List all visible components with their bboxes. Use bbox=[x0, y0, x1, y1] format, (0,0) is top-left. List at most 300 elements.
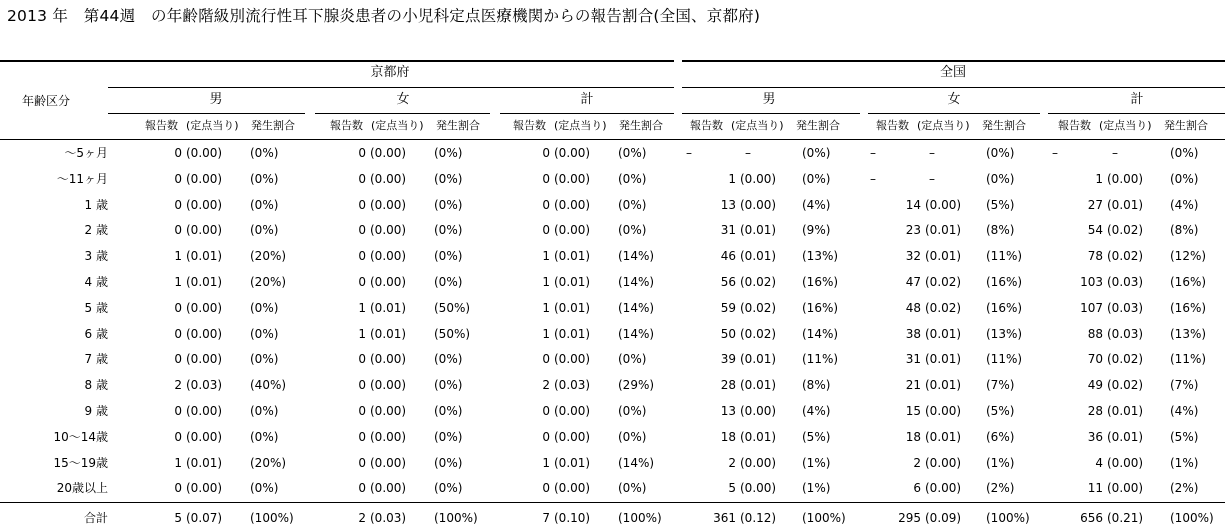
cell-ratio: (0%) bbox=[618, 172, 647, 186]
cell-ratio: (0%) bbox=[250, 404, 279, 418]
cell-count: 0 bbox=[174, 223, 182, 237]
cell-count: 2 bbox=[728, 456, 736, 470]
cell-count: 0 bbox=[542, 404, 550, 418]
cell-per-point: – bbox=[929, 146, 935, 160]
cell-per-point: (0.01) bbox=[554, 327, 591, 341]
cell-ratio: (16%) bbox=[986, 275, 1023, 289]
cell-ratio: (11%) bbox=[802, 352, 839, 366]
cell-per-point: (0.00) bbox=[554, 223, 591, 237]
cell-per-point: (0.01) bbox=[554, 301, 591, 315]
cell-ratio: (11%) bbox=[986, 352, 1023, 366]
cell-ratio: (0%) bbox=[986, 146, 1015, 160]
cell-ratio: (0%) bbox=[250, 327, 279, 341]
cell-count: – bbox=[870, 146, 876, 160]
cell-count: 59 bbox=[720, 301, 736, 315]
cell-per-point: (0.01) bbox=[740, 249, 777, 263]
cell-count: 0 bbox=[174, 481, 182, 495]
cell-per-point: (0.00) bbox=[370, 223, 407, 237]
cell-per-point: (0.10) bbox=[554, 511, 591, 525]
cell-ratio: (5%) bbox=[802, 430, 831, 444]
cell-per-point: – bbox=[1112, 146, 1118, 160]
cell-ratio: (8%) bbox=[802, 378, 831, 392]
cell-count: 0 bbox=[174, 430, 182, 444]
cell-per-point: (0.00) bbox=[740, 198, 777, 212]
cell-count: 1 bbox=[174, 456, 182, 470]
cell-count: 88 bbox=[1087, 327, 1103, 341]
cell-per-point: (0.01) bbox=[370, 301, 407, 315]
cell-per-point: (0.00) bbox=[370, 146, 407, 160]
cell-count: 27 bbox=[1087, 198, 1103, 212]
region-divider bbox=[682, 87, 1225, 88]
cell-ratio: (0%) bbox=[618, 404, 647, 418]
subheader-per-point: (定点当り) bbox=[371, 119, 424, 132]
cell-ratio: (16%) bbox=[802, 275, 839, 289]
sex-divider bbox=[868, 113, 1040, 114]
row-age-label: 15～19歳 bbox=[53, 456, 108, 470]
cell-count: 0 bbox=[358, 481, 366, 495]
cell-per-point: (0.02) bbox=[1107, 378, 1144, 392]
cell-per-point: (0.00) bbox=[370, 481, 407, 495]
cell-ratio: (0%) bbox=[250, 352, 279, 366]
cell-count: 18 bbox=[720, 430, 736, 444]
cell-per-point: (0.01) bbox=[1107, 198, 1144, 212]
cell-per-point: (0.01) bbox=[1107, 430, 1144, 444]
cell-count: 54 bbox=[1087, 223, 1103, 237]
cell-per-point: (0.07) bbox=[186, 511, 223, 525]
cell-ratio: (0%) bbox=[618, 481, 647, 495]
cell-count: 0 bbox=[358, 378, 366, 392]
cell-count: 103 bbox=[1080, 275, 1103, 289]
cell-count: – bbox=[1052, 146, 1058, 160]
cell-ratio: (1%) bbox=[1170, 456, 1199, 470]
cell-per-point: (0.01) bbox=[925, 249, 962, 263]
cell-count: 0 bbox=[542, 223, 550, 237]
cell-count: 0 bbox=[542, 352, 550, 366]
cell-count: 0 bbox=[174, 404, 182, 418]
cell-per-point: (0.02) bbox=[740, 301, 777, 315]
region-header: 京都府 bbox=[370, 65, 410, 80]
cell-per-point: (0.02) bbox=[1107, 223, 1144, 237]
sex-divider bbox=[500, 113, 674, 114]
cell-per-point: (0.00) bbox=[740, 404, 777, 418]
cell-count: 13 bbox=[720, 404, 736, 418]
cell-count: 0 bbox=[358, 249, 366, 263]
cell-per-point: (0.02) bbox=[925, 275, 962, 289]
cell-ratio: (0%) bbox=[434, 430, 463, 444]
cell-count: 2 bbox=[542, 378, 550, 392]
cell-ratio: (8%) bbox=[986, 223, 1015, 237]
cell-ratio: (0%) bbox=[250, 223, 279, 237]
cell-ratio: (4%) bbox=[1170, 404, 1199, 418]
cell-ratio: (2%) bbox=[986, 481, 1015, 495]
row-age-label: 合計 bbox=[83, 511, 108, 525]
cell-count: 0 bbox=[174, 198, 182, 212]
cell-per-point: (0.00) bbox=[186, 172, 223, 186]
cell-ratio: (9%) bbox=[802, 223, 831, 237]
cell-per-point: (0.01) bbox=[186, 456, 223, 470]
cell-count: 0 bbox=[174, 327, 182, 341]
sex-header: 男 bbox=[762, 92, 776, 107]
cell-ratio: (2%) bbox=[1170, 481, 1199, 495]
cell-count: 2 bbox=[913, 456, 921, 470]
cell-ratio: (12%) bbox=[1170, 249, 1207, 263]
cell-ratio: (0%) bbox=[618, 430, 647, 444]
cell-per-point: (0.00) bbox=[370, 172, 407, 186]
cell-count: 70 bbox=[1087, 352, 1103, 366]
cell-count: 18 bbox=[905, 430, 921, 444]
cell-count: 0 bbox=[174, 352, 182, 366]
cell-ratio: (14%) bbox=[618, 249, 655, 263]
sex-header: 女 bbox=[396, 92, 410, 107]
cell-per-point: (0.09) bbox=[925, 511, 962, 525]
cell-ratio: (1%) bbox=[986, 456, 1015, 470]
cell-ratio: (13%) bbox=[986, 327, 1023, 341]
sex-header: 計 bbox=[1130, 92, 1144, 107]
cell-per-point: (0.00) bbox=[186, 198, 223, 212]
cell-ratio: (0%) bbox=[434, 198, 463, 212]
row-age-label: 7 歳 bbox=[84, 352, 108, 366]
cell-ratio: (0%) bbox=[618, 352, 647, 366]
subheader-ratio: 発生割合 bbox=[796, 119, 840, 132]
table-top-rule bbox=[682, 60, 1225, 62]
sex-divider bbox=[108, 113, 305, 114]
row-age-label: 10～14歳 bbox=[53, 430, 108, 444]
cell-count: 0 bbox=[542, 146, 550, 160]
cell-per-point: (0.01) bbox=[554, 275, 591, 289]
cell-count: 2 bbox=[174, 378, 182, 392]
cell-count: 0 bbox=[358, 172, 366, 186]
subheader-per-point: (定点当り) bbox=[554, 119, 607, 132]
cell-ratio: (0%) bbox=[250, 172, 279, 186]
cell-ratio: (0%) bbox=[618, 198, 647, 212]
cell-per-point: (0.12) bbox=[740, 511, 777, 525]
header-bottom-rule bbox=[0, 139, 1225, 140]
cell-ratio: (11%) bbox=[986, 249, 1023, 263]
row-age-label: 2 歳 bbox=[84, 223, 108, 237]
cell-per-point: (0.00) bbox=[925, 481, 962, 495]
cell-ratio: (100%) bbox=[434, 511, 478, 525]
row-age-label: 4 歳 bbox=[84, 275, 108, 289]
cell-per-point: (0.03) bbox=[1107, 301, 1144, 315]
cell-count: 1 bbox=[542, 249, 550, 263]
cell-ratio: (0%) bbox=[250, 198, 279, 212]
row-age-label: 8 歳 bbox=[84, 378, 108, 392]
sex-divider bbox=[315, 113, 490, 114]
cell-per-point: (0.21) bbox=[1107, 511, 1144, 525]
cell-ratio: (20%) bbox=[250, 275, 287, 289]
cell-count: 361 bbox=[713, 511, 736, 525]
cell-ratio: (50%) bbox=[434, 301, 471, 315]
cell-ratio: (5%) bbox=[986, 404, 1015, 418]
cell-per-point: (0.01) bbox=[186, 275, 223, 289]
cell-per-point: (0.00) bbox=[186, 430, 223, 444]
cell-ratio: (0%) bbox=[434, 404, 463, 418]
cell-per-point: (0.01) bbox=[740, 430, 777, 444]
cell-per-point: (0.00) bbox=[554, 481, 591, 495]
cell-ratio: (0%) bbox=[250, 301, 279, 315]
cell-count: 0 bbox=[358, 352, 366, 366]
subheader-count: 報告数 bbox=[330, 119, 363, 132]
subheader-ratio: 発生割合 bbox=[1164, 119, 1208, 132]
cell-count: 7 bbox=[542, 511, 550, 525]
row-age-label: ～5ヶ月 bbox=[64, 146, 108, 160]
cell-ratio: (14%) bbox=[802, 327, 839, 341]
cell-count: – bbox=[870, 172, 876, 186]
cell-ratio: (0%) bbox=[986, 172, 1015, 186]
cell-count: 36 bbox=[1087, 430, 1103, 444]
cell-count: 23 bbox=[905, 223, 921, 237]
cell-count: 50 bbox=[720, 327, 736, 341]
cell-per-point: (0.03) bbox=[1107, 275, 1144, 289]
cell-per-point: (0.02) bbox=[1107, 352, 1144, 366]
cell-count: 2 bbox=[358, 511, 366, 525]
cell-ratio: (0%) bbox=[250, 146, 279, 160]
cell-ratio: (5%) bbox=[986, 198, 1015, 212]
subheader-per-point: (定点当り) bbox=[186, 119, 239, 132]
cell-per-point: (0.00) bbox=[925, 456, 962, 470]
cell-count: 0 bbox=[542, 172, 550, 186]
cell-per-point: (0.01) bbox=[740, 378, 777, 392]
cell-ratio: (16%) bbox=[802, 301, 839, 315]
cell-per-point: (0.00) bbox=[370, 430, 407, 444]
cell-count: 1 bbox=[358, 301, 366, 315]
cell-per-point: (0.00) bbox=[554, 146, 591, 160]
cell-per-point: (0.01) bbox=[186, 249, 223, 263]
cell-per-point: (0.00) bbox=[554, 430, 591, 444]
cell-count: 6 bbox=[913, 481, 921, 495]
cell-count: – bbox=[686, 146, 692, 160]
cell-ratio: (14%) bbox=[618, 275, 655, 289]
cell-ratio: (14%) bbox=[618, 456, 655, 470]
cell-count: 56 bbox=[720, 275, 736, 289]
region-divider bbox=[108, 87, 674, 88]
cell-ratio: (11%) bbox=[1170, 352, 1207, 366]
cell-ratio: (14%) bbox=[618, 301, 655, 315]
table-top-rule bbox=[0, 60, 674, 62]
cell-ratio: (16%) bbox=[986, 301, 1023, 315]
cell-per-point: (0.01) bbox=[554, 249, 591, 263]
cell-count: 1 bbox=[542, 275, 550, 289]
cell-per-point: (0.00) bbox=[1107, 481, 1144, 495]
cell-ratio: (0%) bbox=[618, 223, 647, 237]
cell-per-point: (0.01) bbox=[740, 352, 777, 366]
subheader-count: 報告数 bbox=[690, 119, 723, 132]
cell-per-point: (0.00) bbox=[1107, 456, 1144, 470]
cell-ratio: (100%) bbox=[986, 511, 1030, 525]
cell-per-point: (0.02) bbox=[925, 301, 962, 315]
sex-header: 計 bbox=[580, 92, 594, 107]
row-age-label: ～11ヶ月 bbox=[56, 172, 108, 186]
cell-per-point: (0.00) bbox=[740, 172, 777, 186]
row-age-label: 3 歳 bbox=[84, 249, 108, 263]
cell-per-point: – bbox=[929, 172, 935, 186]
cell-count: 39 bbox=[720, 352, 736, 366]
cell-count: 1 bbox=[542, 456, 550, 470]
cell-ratio: (7%) bbox=[1170, 378, 1199, 392]
cell-ratio: (100%) bbox=[1170, 511, 1214, 525]
cell-count: 47 bbox=[905, 275, 921, 289]
cell-ratio: (4%) bbox=[1170, 198, 1199, 212]
cell-ratio: (1%) bbox=[802, 481, 831, 495]
cell-ratio: (0%) bbox=[434, 223, 463, 237]
cell-per-point: (0.01) bbox=[925, 327, 962, 341]
cell-ratio: (40%) bbox=[250, 378, 287, 392]
cell-ratio: (0%) bbox=[434, 249, 463, 263]
cell-per-point: (0.00) bbox=[186, 404, 223, 418]
cell-count: 5 bbox=[728, 481, 736, 495]
subheader-ratio: 発生割合 bbox=[982, 119, 1026, 132]
cell-per-point: (0.00) bbox=[925, 404, 962, 418]
region-header: 全国 bbox=[939, 65, 967, 80]
cell-ratio: (0%) bbox=[1170, 172, 1199, 186]
cell-count: 1 bbox=[174, 275, 182, 289]
cell-count: 1 bbox=[542, 327, 550, 341]
cell-per-point: (0.03) bbox=[554, 378, 591, 392]
cell-count: 1 bbox=[728, 172, 736, 186]
cell-count: 46 bbox=[720, 249, 736, 263]
cell-per-point: (0.00) bbox=[370, 275, 407, 289]
cell-count: 1 bbox=[542, 301, 550, 315]
cell-ratio: (4%) bbox=[802, 404, 831, 418]
subheader-per-point: (定点当り) bbox=[1099, 119, 1152, 132]
sex-header: 女 bbox=[947, 92, 961, 107]
cell-ratio: (29%) bbox=[618, 378, 655, 392]
cell-count: 28 bbox=[1087, 404, 1103, 418]
age-header: 年齢区分 bbox=[21, 94, 71, 108]
cell-per-point: (0.01) bbox=[925, 223, 962, 237]
cell-count: 1 bbox=[1095, 172, 1103, 186]
subheader-count: 報告数 bbox=[1058, 119, 1091, 132]
cell-per-point: (0.00) bbox=[740, 481, 777, 495]
subheader-ratio: 発生割合 bbox=[251, 119, 295, 132]
cell-ratio: (20%) bbox=[250, 456, 287, 470]
cell-per-point: (0.00) bbox=[370, 198, 407, 212]
subheader-ratio: 発生割合 bbox=[619, 119, 663, 132]
cell-per-point: (0.00) bbox=[186, 327, 223, 341]
cell-per-point: (0.00) bbox=[186, 146, 223, 160]
cell-ratio: (7%) bbox=[986, 378, 1015, 392]
cell-ratio: (50%) bbox=[434, 327, 471, 341]
cell-per-point: (0.00) bbox=[740, 456, 777, 470]
cell-per-point: (0.03) bbox=[186, 378, 223, 392]
cell-count: 28 bbox=[720, 378, 736, 392]
cell-count: 4 bbox=[1095, 456, 1103, 470]
cell-ratio: (13%) bbox=[802, 249, 839, 263]
cell-count: 0 bbox=[542, 198, 550, 212]
cell-count: 14 bbox=[905, 198, 921, 212]
cell-ratio: (0%) bbox=[618, 146, 647, 160]
cell-per-point: (0.00) bbox=[925, 198, 962, 212]
cell-ratio: (0%) bbox=[434, 456, 463, 470]
subheader-per-point: (定点当り) bbox=[731, 119, 784, 132]
cell-count: 15 bbox=[905, 404, 921, 418]
cell-ratio: (0%) bbox=[802, 172, 831, 186]
cell-count: 107 bbox=[1080, 301, 1103, 315]
cell-count: 1 bbox=[358, 327, 366, 341]
cell-per-point: (0.02) bbox=[1107, 249, 1144, 263]
cell-ratio: (0%) bbox=[434, 352, 463, 366]
cell-ratio: (0%) bbox=[802, 146, 831, 160]
cell-per-point: (0.01) bbox=[925, 352, 962, 366]
cell-count: 0 bbox=[174, 172, 182, 186]
cell-count: 78 bbox=[1087, 249, 1103, 263]
cell-count: 0 bbox=[358, 146, 366, 160]
cell-count: 0 bbox=[174, 301, 182, 315]
cell-ratio: (20%) bbox=[250, 249, 287, 263]
cell-per-point: (0.00) bbox=[554, 198, 591, 212]
subheader-ratio: 発生割合 bbox=[436, 119, 480, 132]
sex-divider bbox=[682, 113, 860, 114]
cell-per-point: (0.01) bbox=[740, 223, 777, 237]
cell-per-point: (0.00) bbox=[554, 352, 591, 366]
cell-per-point: (0.01) bbox=[925, 430, 962, 444]
cell-count: 0 bbox=[358, 404, 366, 418]
cell-ratio: (0%) bbox=[250, 430, 279, 444]
total-rule bbox=[0, 502, 1225, 503]
page-title: 2013 年 第44週 の年齢階級別流行性耳下腺炎患者の小児科定点医療機関からの報告割合(全国、京都府) bbox=[7, 7, 761, 25]
cell-per-point: (0.00) bbox=[1107, 172, 1144, 186]
cell-count: 11 bbox=[1087, 481, 1103, 495]
cell-ratio: (16%) bbox=[1170, 275, 1207, 289]
cell-per-point: (0.00) bbox=[370, 352, 407, 366]
cell-count: 656 bbox=[1080, 511, 1103, 525]
row-age-label: 20歳以上 bbox=[56, 481, 108, 495]
cell-count: 32 bbox=[905, 249, 921, 263]
cell-per-point: (0.00) bbox=[554, 172, 591, 186]
cell-ratio: (0%) bbox=[1170, 146, 1199, 160]
cell-ratio: (4%) bbox=[802, 198, 831, 212]
cell-ratio: (0%) bbox=[434, 378, 463, 392]
cell-per-point: (0.00) bbox=[370, 404, 407, 418]
row-age-label: 6 歳 bbox=[84, 327, 108, 341]
cell-count: 0 bbox=[542, 481, 550, 495]
cell-count: 0 bbox=[358, 430, 366, 444]
cell-count: 21 bbox=[905, 378, 921, 392]
cell-per-point: (0.00) bbox=[186, 481, 223, 495]
sex-divider bbox=[1048, 113, 1225, 114]
cell-ratio: (5%) bbox=[1170, 430, 1199, 444]
cell-ratio: (100%) bbox=[802, 511, 846, 525]
cell-ratio: (0%) bbox=[434, 275, 463, 289]
cell-count: 0 bbox=[358, 456, 366, 470]
cell-per-point: (0.03) bbox=[1107, 327, 1144, 341]
cell-per-point: (0.02) bbox=[740, 275, 777, 289]
cell-per-point: (0.01) bbox=[925, 378, 962, 392]
sex-header: 男 bbox=[209, 92, 223, 107]
cell-count: 295 bbox=[898, 511, 921, 525]
cell-count: 31 bbox=[720, 223, 736, 237]
cell-count: 0 bbox=[358, 223, 366, 237]
cell-count: 31 bbox=[905, 352, 921, 366]
cell-ratio: (0%) bbox=[434, 146, 463, 160]
cell-count: 38 bbox=[905, 327, 921, 341]
cell-count: 13 bbox=[720, 198, 736, 212]
cell-per-point: (0.01) bbox=[370, 327, 407, 341]
cell-ratio: (16%) bbox=[1170, 301, 1207, 315]
cell-count: 0 bbox=[174, 146, 182, 160]
subheader-per-point: (定点当り) bbox=[917, 119, 970, 132]
cell-per-point: (0.02) bbox=[740, 327, 777, 341]
cell-ratio: (8%) bbox=[1170, 223, 1199, 237]
cell-count: 49 bbox=[1087, 378, 1103, 392]
row-age-label: 1 歳 bbox=[84, 198, 108, 212]
subheader-count: 報告数 bbox=[513, 119, 546, 132]
cell-per-point: (0.00) bbox=[370, 378, 407, 392]
subheader-count: 報告数 bbox=[145, 119, 178, 132]
row-age-label: 5 歳 bbox=[84, 301, 108, 315]
row-age-label: 9 歳 bbox=[84, 404, 108, 418]
cell-per-point: (0.03) bbox=[370, 511, 407, 525]
